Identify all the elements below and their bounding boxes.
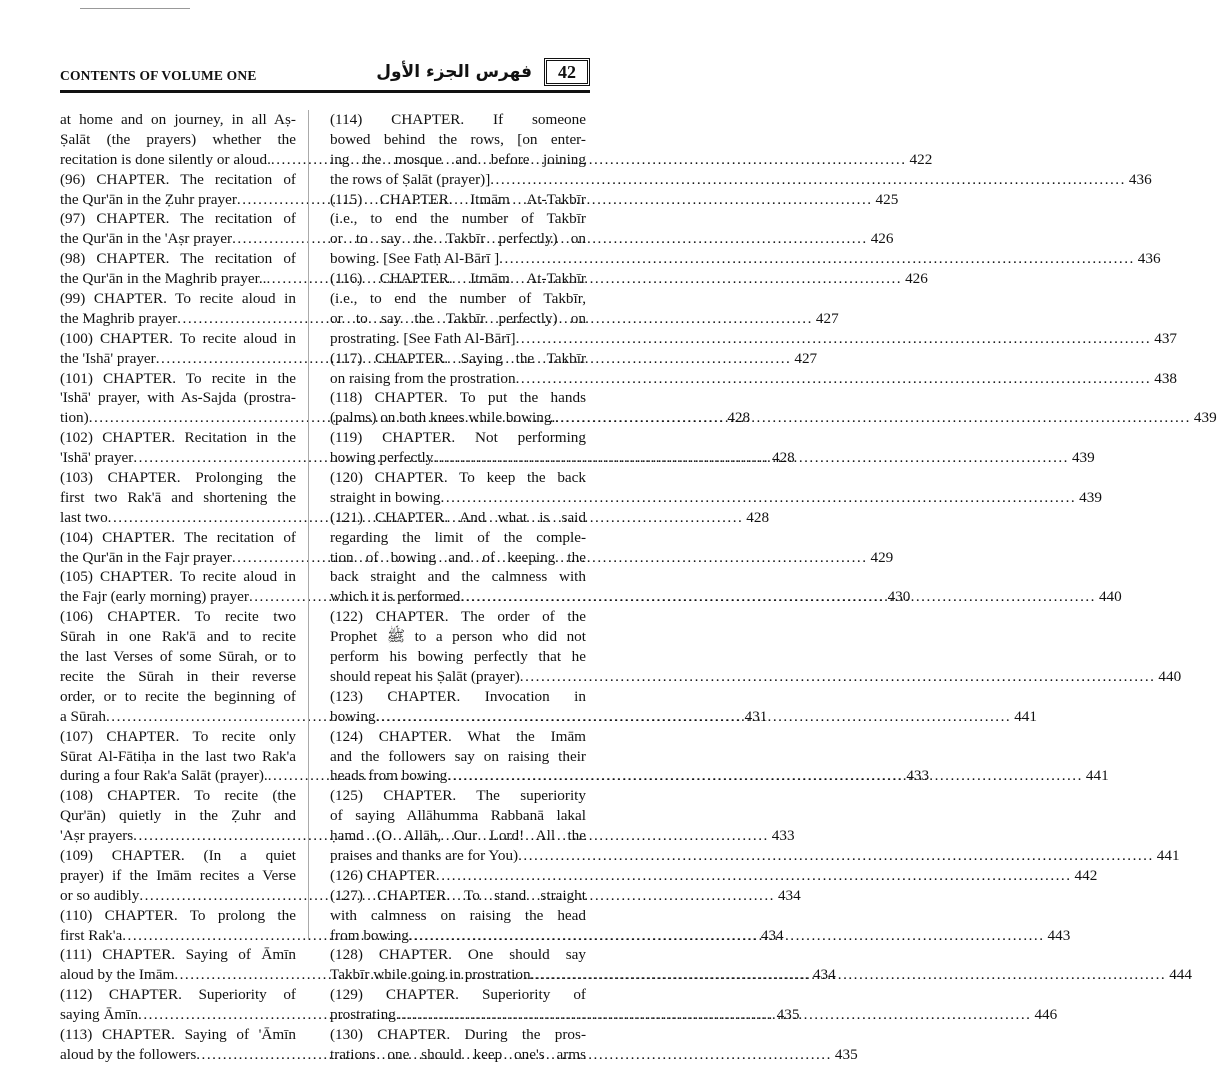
leader-dots [499,249,1135,269]
entry-text: the Qur'ān in the Maghrib prayer.. [60,270,267,288]
entry-text: (119) CHAPTER. Not performing [330,429,586,447]
entry-text: trations one should keep one's arms [330,1045,586,1063]
entry-text: regarding the limit of the comple- [330,528,586,546]
entry-text: order, or to recite the beginning of [60,687,296,705]
contents-line [60,369,296,389]
entry-text: (117) CHAPTER. Saying the Takbīr [330,349,586,367]
contents-line [60,567,296,587]
contents-line [60,727,296,747]
contents-line [330,488,1102,508]
running-title: CONTENTS OF VOLUME ONE [60,68,257,83]
entry-text: the Fajr (early morning) prayer [60,588,249,606]
contents-line [330,150,586,170]
contents-line [330,229,586,249]
contents-line [330,249,1161,269]
contents-line [330,548,586,568]
entry-text: the Qur'ān in the 'Aṣr prayer [60,230,233,248]
contents-line [330,866,1098,886]
entry-text: (108) CHAPTER. To recite (the [60,787,296,805]
leader-dots [447,766,1083,786]
column-divider [308,110,309,940]
contents-line [60,488,296,508]
contents-line [330,846,1180,866]
page-ref: 433 [771,827,795,845]
entry-text: (112) CHAPTER. Superiority of [60,986,296,1004]
page-ref: 441 [1085,767,1109,785]
entry-text: (126) CHAPTER [330,866,436,884]
leader-dots [555,408,1191,428]
entry-text: first two Rak'ā and shortening the [60,488,296,506]
entry-text: (118) CHAPTER. To put the hands [330,389,586,407]
page-ref: 427 [794,349,818,367]
page-ref: 422 [909,150,933,168]
entry-text: aloud by the followers [60,1045,197,1063]
contents-line [60,866,296,886]
entry-text: (102) CHAPTER. Recitation in the [60,429,296,447]
contents-line [330,170,1152,190]
leader-dots [518,846,1154,866]
entry-text: bowing [330,707,376,725]
contents-line [330,806,586,826]
entry-text: Prophet ﷺ to a person who did not [330,628,587,646]
entry-text: (124) CHAPTER. What the Imām [330,727,586,745]
leader-dots [436,866,1072,886]
entry-text: (123) CHAPTER. Invocation in [330,687,586,705]
entry-text: Sūrah in one Rak'ā and to recite [60,628,296,646]
entry-text: and the followers say on raising their [330,747,586,765]
entry-text: bowing perfectly [330,449,434,467]
entry-text: bowing. [See Fatḥ Al-Bārī ] [330,250,500,268]
contents-line [60,130,296,150]
leader-dots [520,667,1156,687]
entry-text: (103) CHAPTER. Prolonging the [60,469,296,487]
contents-line [60,209,296,229]
entry-text: or so audibly [60,886,140,904]
page-ref: 428 [771,449,795,467]
entry-text: heads from bowing [330,767,448,785]
entry-text: (104) CHAPTER. The recitation of [60,528,296,546]
entry-text: recite the Sūrah in their reverse [60,667,296,685]
contents-line [330,508,586,528]
contents-line [330,647,586,667]
entry-text: Ṣalāt (the prayers) whether the [60,130,296,148]
contents-line [330,945,586,965]
contents-line [330,110,586,130]
entry-text: praises and thanks are for You) [330,846,519,864]
entry-text: the Maghrib prayer [60,309,178,327]
page-ref: 428 [727,409,751,427]
top-decorative-line [80,8,190,9]
contents-line [60,528,296,548]
entry-text: (i.e., to end the number of Takbīr, [330,290,586,308]
entry-text: ḥamd (O Allāh, Our Lord! All the [330,827,586,845]
entry-text: (i.e., to end the number of Takbīr [330,210,586,228]
contents-line [330,906,586,926]
contents-line [330,388,586,408]
page-ref: 440 [1158,667,1182,685]
contents-line [60,945,296,965]
page-number-box: 42 [544,58,590,86]
entry-text: bowed behind the rows, [on enter- [330,130,586,148]
contents-line [330,369,1177,389]
entry-text: 'Ishā' prayer, with As-Sajda (prostra- [60,389,296,407]
entry-text: prostrating [330,1006,396,1024]
entry-text: Sūrat Al-Fātiḥa in the last two Rak'a [60,747,296,765]
entry-text: (120) CHAPTER. To keep the back [330,469,586,487]
entry-text: the 'Ishā' prayer [60,349,156,367]
entry-text: (129) CHAPTER. Superiority of [330,986,586,1004]
contents-line [60,468,296,488]
contents-line [330,886,586,906]
leader-dots [441,488,1077,508]
entry-text: (palms) on both knees while bowing. [330,409,556,427]
contents-line [60,906,296,926]
page-ref: 428 [746,508,770,526]
entry-text: first Rak'a [60,926,123,944]
page-ref: 429 [870,548,894,566]
entry-text: the Qur'ān in the Ẓuhr prayer [60,190,237,208]
leader-dots [433,448,1069,468]
page-ref: 439 [1079,488,1102,506]
contents-line [330,687,586,707]
page-ref: 439 [1193,409,1217,427]
entry-text: (98) CHAPTER. The recitation of [60,250,296,268]
entry-text: (128) CHAPTER. One should say [330,946,586,964]
contents-line [60,428,296,448]
page-ref: 433 [906,767,930,785]
contents-line [60,747,296,767]
entry-text: at home and on journey, in all Aṣ- [60,111,296,128]
page-ref: 426 [905,270,928,288]
entry-text: Takbīr while going in prostration [330,966,531,984]
entry-text: from bowing [330,926,409,944]
leader-dots [516,329,1152,349]
entry-text: during a four Rak'a Salāt (prayer). [60,767,268,785]
page-ref: 444 [1169,966,1192,984]
page-ref: 434 [777,886,801,904]
page-ref: 435 [834,1045,858,1063]
contents-line [60,1025,296,1045]
leader-dots [531,965,1167,985]
entry-text: the last Verses of some Sūrah, or to [60,648,296,666]
contents-line [330,985,586,1005]
page-ref: 441 [1014,707,1037,725]
contents-line [330,607,586,627]
leader-dots [376,707,1012,727]
page-ref: 441 [1156,846,1180,864]
entry-text: ing the mosque and before joining [330,150,586,168]
contents-line [60,607,296,627]
contents-line [330,309,586,329]
page-header [60,58,590,90]
leader-dots [409,926,1045,946]
entry-text: Qur'ān) quietly in the Ẓuhr and [60,807,296,825]
page-ref: 430 [887,588,911,606]
entry-text: prostrating. [See Fath Al-Bārī] [330,329,516,347]
entry-text: (99) CHAPTER. To recite aloud in [60,290,296,308]
leader-dots [396,1005,1032,1025]
entry-text: (114) CHAPTER. If someone [330,111,586,128]
entry-text: tion) [60,409,89,427]
page-ref: 434 [812,966,836,984]
leader-dots [516,369,1152,389]
entry-text: of saying Allāhumma Rabbanā lakal [330,807,586,825]
contents-line [330,567,586,587]
contents-line [60,647,296,667]
contents-line [330,349,586,369]
entry-text: on raising from the prostration [330,369,516,387]
entry-text: (122) CHAPTER. The order of the [330,608,586,626]
entry-text: which it is performed [330,588,461,606]
contents-line [60,627,296,647]
page-ref: 437 [1154,329,1177,347]
contents-line [330,190,586,210]
entry-text: (111) CHAPTER. Saying of Āmīn [60,946,296,964]
contents-line [60,667,296,687]
contents-line [330,329,1177,349]
contents-line [60,110,296,130]
contents-line [330,269,586,289]
entry-text: or to say the Takbīr perfectly) on [330,230,586,248]
entry-text: straight in bowing [330,488,441,506]
page-ref: 427 [815,309,839,327]
entry-text: (100) CHAPTER. To recite aloud in [60,329,296,347]
contents-line [330,130,586,150]
contents-line [60,388,296,408]
entry-text: recitation is done silently or aloud. [60,150,271,168]
entry-text: (96) CHAPTER. The recitation of [60,170,296,188]
entry-text: perform his bowing perfectly that he [330,648,586,666]
page-ref: 434 [760,926,784,944]
page-ref: 438 [1154,369,1177,387]
contents-line [330,1025,586,1045]
entry-text: (130) CHAPTER. During the pros- [330,1025,586,1043]
contents-line [330,1045,586,1065]
leader-dots [490,170,1126,190]
contents-line [60,289,296,309]
entry-text: a Sūrah [60,707,106,725]
entry-text: the Qur'ān in the Fajr prayer [60,548,232,566]
entry-text: (113) CHAPTER. Saying of 'Āmīn [60,1025,296,1043]
contents-line [330,428,586,448]
contents-line [60,249,296,269]
contents-line [60,985,296,1005]
page-ref: 440 [1098,588,1122,606]
contents-line [330,289,586,309]
header-rule [60,90,590,93]
contents-line [60,170,296,190]
entry-text: tion of bowing and of keeping the [330,548,586,566]
contents-line [330,727,586,747]
entry-text: 'Aṣr prayers [60,827,134,845]
entry-text: (97) CHAPTER. The recitation of [60,210,296,228]
contents-line [330,747,586,767]
entry-text: last two [60,508,108,526]
contents-line [330,209,586,229]
contents-line [60,786,296,806]
page-ref: 443 [1047,926,1071,944]
contents-line [60,806,296,826]
entry-text: aloud by the Imām [60,966,175,984]
page-ref: 442 [1074,866,1098,884]
entry-text: saying Āmīn [60,1006,139,1024]
entry-text: (105) CHAPTER. To recite aloud in [60,568,296,586]
contents-line [330,627,586,647]
page-ref: 436 [1137,250,1161,268]
entry-text: (106) CHAPTER. To recite two [60,608,296,626]
entry-text: the rows of Ṣalāt (prayer)] [330,170,491,188]
entry-text: (115) CHAPTER. Itmām At-Takbīr [330,190,586,208]
contents-line [60,329,296,349]
entry-text: 'Ishā' prayer [60,449,134,467]
entry-text: prayer) if the Imām recites a Verse [60,866,296,884]
page-ref: 426 [870,230,894,248]
contents-line [330,667,1182,687]
entry-text: (110) CHAPTER. To prolong the [60,906,296,924]
contents-line [330,826,586,846]
page-ref: 425 [875,190,899,208]
page-ref: 431 [744,707,768,725]
contents-line [60,846,296,866]
entry-text: (127) CHAPTER. To stand straight [330,886,586,904]
page-ref: 439 [1071,449,1095,467]
entry-text: (107) CHAPTER. To recite only [60,727,296,745]
contents-line [330,528,586,548]
contents-line [330,786,586,806]
entry-text: with calmness on raising the head [330,906,586,924]
page-ref: 435 [776,1006,800,1024]
entry-text: (125) CHAPTER. The superiority [330,787,586,805]
entry-text: (116) CHAPTER. Itmām At-Takbīr [330,270,586,288]
entry-text: (121) CHAPTER. And what is said [330,508,586,526]
entry-text: should repeat his Ṣalāt (prayer) [330,667,520,685]
contents-line [330,468,586,488]
entry-text: or to say the Takbīr perfectly) on [330,309,586,327]
entry-text: (101) CHAPTER. To recite in the [60,369,296,387]
page-ref: 446 [1034,1006,1058,1024]
entry-text: (109) CHAPTER. (In a quiet [60,846,296,864]
leader-dots [460,587,1096,607]
entry-text: back straight and the calmness with [330,568,586,586]
page-ref: 436 [1128,170,1152,188]
contents-line [60,687,296,707]
arabic-title: فهرس الجزء الأول [376,62,532,82]
